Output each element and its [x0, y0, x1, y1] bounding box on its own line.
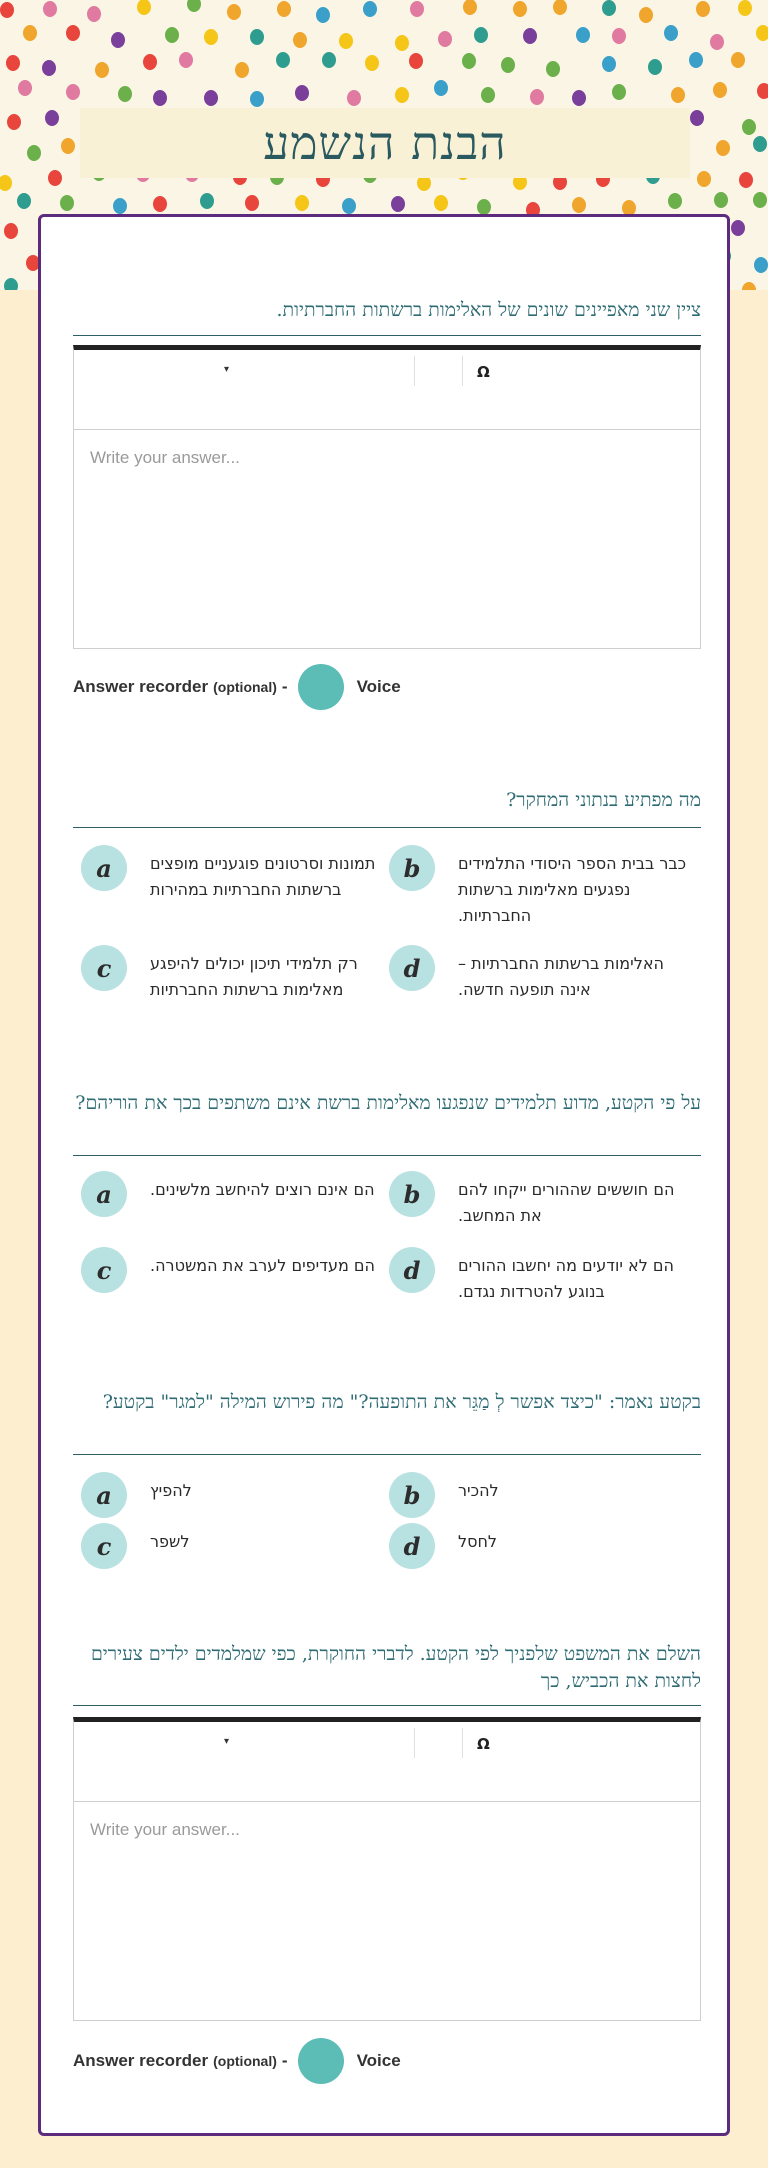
toolbar-divider	[414, 1728, 415, 1758]
recorder-optional-label: (optional)	[213, 2053, 277, 2069]
confetti-dot	[23, 25, 37, 41]
confetti-dot	[501, 57, 515, 73]
confetti-dot	[365, 55, 379, 71]
confetti-dot	[731, 52, 745, 68]
option-text: רק תלמידי תיכון יכולים להיפגע מאלימות ברשתות החברתיות	[150, 954, 358, 999]
question-5-answer-input[interactable]: Write your answer...	[90, 1820, 240, 1839]
confetti-dot	[572, 197, 586, 213]
confetti-dot	[48, 170, 62, 186]
option-letter-badge: b	[389, 1171, 435, 1217]
title-banner	[80, 108, 690, 178]
option-text: הם חוששים שההורים ייקחו להם את המחשב.	[458, 1180, 675, 1225]
confetti-dot	[43, 1, 57, 17]
question-2-text: מה מפתיע בנתוני המחקר?	[506, 789, 701, 811]
confetti-dot	[363, 1, 377, 17]
confetti-dot	[742, 119, 756, 135]
option-text: תמונות וסרטונים פוגעניים מופצים ברשתות החברתיות במהירות	[150, 854, 376, 899]
confetti-dot	[395, 35, 409, 51]
question-2-option-d[interactable]	[381, 945, 681, 1005]
option-text: להפיץ	[150, 1481, 192, 1500]
confetti-dot	[697, 171, 711, 187]
confetti-dot	[576, 27, 590, 43]
confetti-dot	[671, 87, 685, 103]
confetti-dot	[754, 257, 768, 273]
confetti-dot	[716, 140, 730, 156]
option-text: לשפר	[150, 1532, 190, 1551]
confetti-dot	[713, 82, 727, 98]
recorder-dash: -	[281, 2051, 288, 2070]
confetti-dot	[481, 87, 495, 103]
record-voice-button[interactable]	[298, 664, 344, 710]
confetti-dot	[474, 27, 488, 43]
confetti-dot	[245, 195, 259, 211]
confetti-dot	[391, 196, 405, 212]
editor-toolbar	[74, 350, 700, 430]
confetti-dot	[111, 32, 125, 48]
confetti-dot	[395, 87, 409, 103]
confetti-dot	[757, 83, 768, 99]
confetti-dot	[295, 85, 309, 101]
question-5-answer-recorder	[73, 2038, 401, 2084]
confetti-dot	[204, 90, 218, 106]
confetti-dot	[322, 52, 336, 68]
question-3-option-c[interactable]	[73, 1247, 373, 1307]
confetti-dot	[235, 62, 249, 78]
record-voice-button[interactable]	[298, 2038, 344, 2084]
confetti-dot	[438, 31, 452, 47]
option-text: הם אינם רוצים להיחשב מלשינים.	[150, 1180, 375, 1199]
confetti-dot	[60, 195, 74, 211]
question-1-answer-recorder	[73, 664, 401, 710]
question-2-option-c[interactable]	[73, 945, 373, 1005]
option-letter-badge: a	[81, 1171, 127, 1217]
confetti-dot	[434, 195, 448, 211]
confetti-dot	[342, 198, 356, 214]
confetti-dot	[739, 172, 753, 188]
option-text: הם לא יודעים מה יחשבו ההורים בנוגע להטרדות נגדם.	[458, 1256, 674, 1301]
recorder-label: Answer recorder	[73, 2051, 209, 2070]
confetti-dot	[316, 7, 330, 23]
option-letter-badge: c	[81, 945, 127, 991]
confetti-dot	[409, 53, 423, 69]
option-letter-badge: c	[81, 1523, 127, 1569]
option-letter-badge: d	[389, 945, 435, 991]
confetti-dot	[714, 192, 728, 208]
confetti-dot	[738, 0, 752, 16]
option-text: כבר בבית הספר היסודי התלמידים נפגעים מאלימות ברשתות החברתיות.	[458, 854, 687, 925]
question-4-text: בקטע נאמר: "כיצד אפשר לְ מַגֵּר את התופעה?" מה פירוש המילה "למגר" בקטע?	[102, 1391, 701, 1413]
toolbar-divider	[462, 356, 463, 386]
option-letter-badge: b	[389, 1472, 435, 1518]
confetti-dot	[689, 52, 703, 68]
confetti-dot	[7, 114, 21, 130]
confetti-dot	[553, 0, 567, 15]
confetti-dot	[756, 25, 768, 41]
recorder-label: Answer recorder	[73, 677, 209, 696]
confetti-dot	[477, 199, 491, 215]
question-1-answer-input[interactable]: Write your answer...	[90, 448, 240, 467]
question-3-option-b[interactable]	[381, 1171, 681, 1231]
question-3-option-d[interactable]	[381, 1247, 681, 1307]
question-1-text: ציין שני מאפיינים שונים של האלימות ברשתות החברתיות.	[276, 299, 701, 321]
confetti-dot	[4, 223, 18, 239]
special-characters-icon[interactable]: Ω	[477, 1735, 490, 1753]
option-letter-badge: b	[389, 845, 435, 891]
confetti-dot	[530, 89, 544, 105]
confetti-dot	[61, 138, 75, 154]
confetti-dot	[612, 28, 626, 44]
option-text: הם מעדיפים לערב את המשטרה.	[150, 1256, 375, 1275]
confetti-dot	[710, 34, 724, 50]
confetti-dot	[462, 53, 476, 69]
confetti-dot	[602, 0, 616, 16]
confetti-dot	[753, 136, 767, 152]
question-1-answer-editor	[73, 345, 701, 649]
format-dropdown-icon[interactable]: ▾	[224, 1736, 230, 1747]
recorder-dash: -	[281, 677, 288, 696]
question-4-option-c[interactable]	[73, 1523, 373, 1583]
confetti-dot	[546, 61, 560, 77]
question-2-option-a[interactable]	[73, 845, 376, 905]
confetti-dot	[66, 25, 80, 41]
page-title: הבנת הנשמע	[263, 116, 507, 170]
confetti-dot	[742, 282, 756, 290]
editor-toolbar	[74, 1722, 700, 1802]
confetti-dot	[690, 110, 704, 126]
question-1-divider	[73, 335, 701, 336]
confetti-dot	[137, 0, 151, 15]
confetti-dot	[463, 0, 477, 15]
option-letter-badge: d	[389, 1247, 435, 1293]
confetti-dot	[0, 175, 12, 191]
confetti-dot	[87, 6, 101, 22]
confetti-dot	[639, 7, 653, 23]
confetti-dot	[277, 1, 291, 17]
confetti-dot	[347, 90, 361, 106]
confetti-dot	[6, 55, 20, 71]
confetti-dot	[179, 52, 193, 68]
confetti-dot	[204, 29, 218, 45]
worksheet-card	[38, 214, 730, 2136]
confetti-dot	[250, 29, 264, 45]
confetti-dot	[18, 80, 32, 96]
confetti-dot	[434, 80, 448, 96]
recorder-voice-label: Voice	[356, 2051, 401, 2070]
recorder-voice-label: Voice	[356, 677, 401, 696]
confetti-dot	[648, 59, 662, 75]
confetti-dot	[295, 195, 309, 211]
confetti-dot	[731, 220, 745, 236]
confetti-dot	[250, 91, 264, 107]
question-5-text: השלם את המשפט שלפניך לפי הקטע. לדברי החוקרת, כפי שמלמדים ילדים צעירים לחצות את הכביש, כך	[90, 1643, 701, 1692]
option-text: להכיר	[458, 1481, 499, 1500]
option-letter-badge: a	[81, 845, 127, 891]
confetti-dot	[339, 33, 353, 49]
confetti-dot	[45, 110, 59, 126]
confetti-dot	[0, 2, 14, 18]
confetti-dot	[612, 84, 626, 100]
confetti-dot	[113, 198, 127, 214]
confetti-dot	[572, 90, 586, 106]
option-text: לחסל	[458, 1532, 498, 1551]
question-3-option-a[interactable]	[73, 1171, 373, 1231]
confetti-dot	[276, 52, 290, 68]
confetti-dot	[17, 193, 31, 209]
confetti-dot	[200, 193, 214, 209]
question-4-option-d[interactable]	[381, 1523, 681, 1583]
toolbar-divider	[414, 356, 415, 386]
confetti-dot	[4, 278, 18, 290]
question-3-divider	[73, 1155, 701, 1156]
special-characters-icon[interactable]: Ω	[477, 363, 490, 381]
toolbar-divider	[462, 1728, 463, 1758]
option-letter-badge: a	[81, 1472, 127, 1518]
confetti-dot	[753, 192, 767, 208]
confetti-dot	[153, 90, 167, 106]
confetti-dot	[513, 1, 527, 17]
question-2-option-b[interactable]	[381, 845, 687, 925]
question-3-text: על פי הקטע, מדוע תלמידים שנפגעו מאלימות ברשת אינם משתפים בכך את הוריהם?	[75, 1092, 701, 1114]
confetti-dot	[410, 1, 424, 17]
confetti-dot	[227, 4, 241, 20]
confetti-dot	[668, 193, 682, 209]
confetti-dot	[187, 0, 201, 12]
confetti-dot	[95, 62, 109, 78]
confetti-dot	[143, 54, 157, 70]
confetti-dot	[293, 32, 307, 48]
option-letter-badge: c	[81, 1247, 127, 1293]
confetti-dot	[696, 1, 710, 17]
question-5-divider	[73, 1705, 701, 1706]
option-text: האלימות ברשתות החברתיות – אינה תופעה חדשה.	[458, 954, 664, 999]
option-letter-badge: d	[389, 1523, 435, 1569]
confetti-dot	[118, 86, 132, 102]
confetti-dot	[664, 25, 678, 41]
confetti-dot	[42, 60, 56, 76]
question-5-answer-editor	[73, 1717, 701, 2021]
confetti-dot	[165, 27, 179, 43]
confetti-dot	[27, 145, 41, 161]
recorder-optional-label: (optional)	[213, 679, 277, 695]
confetti-dot	[602, 56, 616, 72]
confetti-dot	[523, 28, 537, 44]
confetti-dot	[66, 84, 80, 100]
format-dropdown-icon[interactable]: ▾	[224, 364, 230, 375]
confetti-dot	[153, 196, 167, 212]
question-2-divider	[73, 827, 701, 828]
question-4-divider	[73, 1454, 701, 1455]
